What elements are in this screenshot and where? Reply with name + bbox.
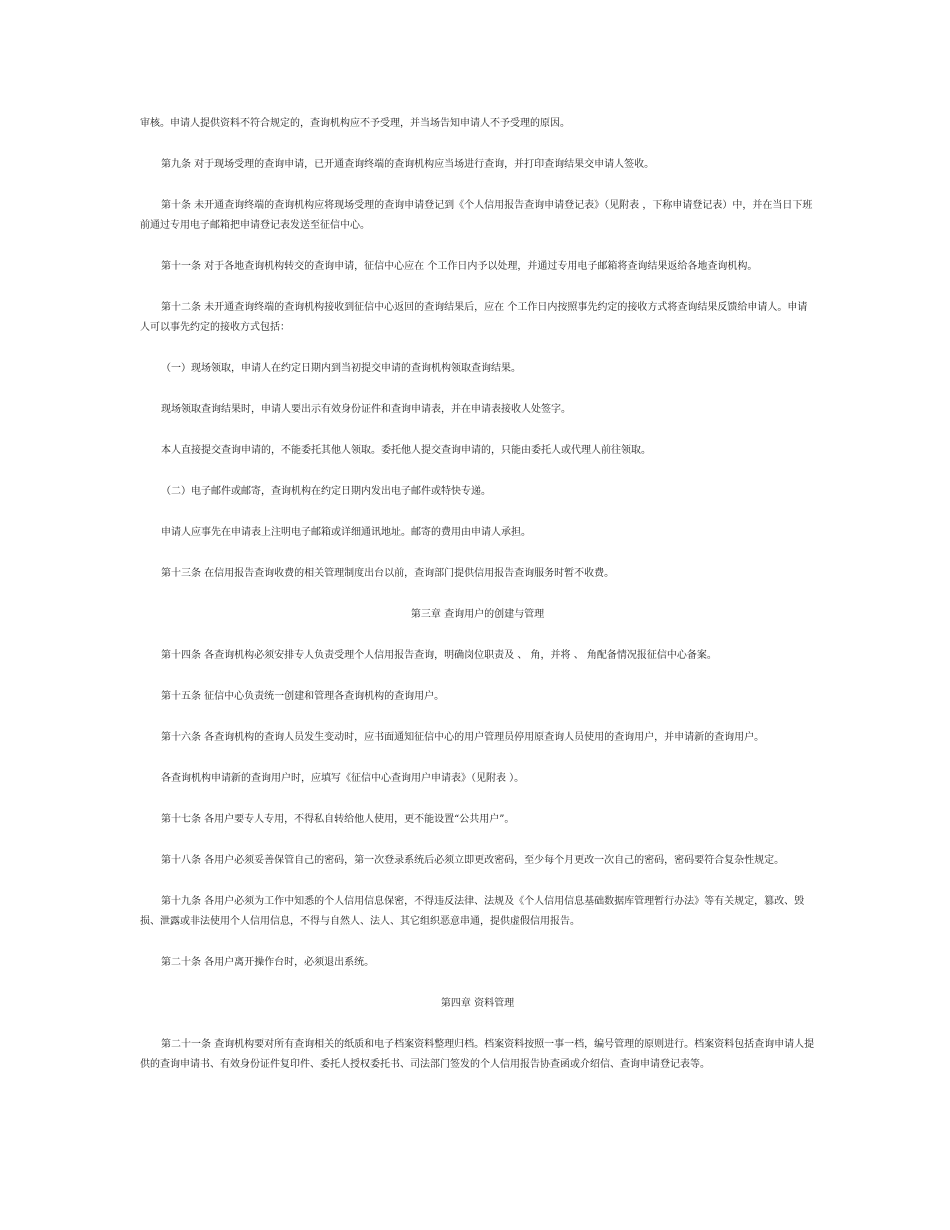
article-12: 第十二条 未开通查询终端的查询机构接收到征信中心返回的查询结果后，应在 个工作日内按照事先约定的接收方式将查询结果反馈给申请人。申请人可以事先约定的接收方式包括：: [140, 302, 808, 333]
article-21: 第二十一条 查询机构要对所有查询相关的纸质和电子档案资料整理归档。档案资料按照一事一档，编号管理的原则进行。档案资料包括查询申请人提供的查询申请书、有效身份证件复印件、委托人授权委托书、司法部门签发的个人信用报告协查函或介绍信、查询申请登记表等。: [140, 1039, 815, 1070]
article-14: 第十四条 各查询机构必须安排专人负责受理个人信用报告查询，明确岗位职责及 、 角，并将 、 角配备情况报征信中心备案。: [161, 650, 717, 661]
article-11: 第十一条 对于各地查询机构转交的查询申请，征信中心应在 个工作日内予以处理，并通过专用电子邮箱将查询结果返给各地查询机构。: [161, 261, 758, 272]
article-12-item-1-note-a: 现场领取查询结果时，申请人要出示有效身份证件和查询申请表，并在申请表接收人处签字。: [161, 404, 571, 415]
chapter-3-heading: 第三章 查询用户的创建与管理: [410, 609, 545, 620]
article-19: 第十九条 各用户必须为工作中知悉的个人信用信息保密，不得违反法律、法规及《个人信用信息基础数据库管理暂行办法》等有关规定，篡改、毁损、泄露或非法使用个人信用信息，不得与自然人、法人、其它组织恶意串通，提供虚假信用报告。: [140, 896, 805, 927]
article-12-item-1: （一）现场领取，申请人在约定日期内到当初提交申请的查询机构领取查询结果。: [161, 363, 521, 374]
article-12-item-2: （二）电子邮件或邮寄，查询机构在约定日期内发出电子邮件或特快专递。: [161, 486, 491, 497]
article-10: 第十条 未开通查询终端的查询机构应将现场受理的查询申请登记到《个人信用报告查询申请登记表》（见附表 ，下称申请登记表）中，并在当日下班前通过专用电子邮箱把申请登记表发送至征信中心。: [140, 200, 813, 231]
article-17: 第十七条 各用户要专人专用，不得私自转给他人使用，更不能设置“公共用户”。: [161, 814, 515, 825]
article-16-note: 各查询机构申请新的查询用户时，应填写《征信中心查询用户申请表》（见附表 ）。: [161, 773, 525, 784]
article-12-item-1-note-b: 本人直接提交查询申请的，不能委托其他人领取。委托他人提交查询申请的，只能由委托人或代理人前往领取。: [161, 445, 651, 456]
chapter-4-heading: 第四章 资料管理: [440, 998, 515, 1009]
paragraph-continuation: 审核。申请人提供资料不符合规定的，查询机构应不予受理，并当场告知申请人不予受理的原因。: [140, 118, 570, 129]
article-20: 第二十条 各用户离开操作台时，必须退出系统。: [161, 957, 375, 968]
article-18: 第十八条 各用户必须妥善保管自己的密码，第一次登录系统后必须立即更改密码，至少每个月更改一次自己的密码，密码要符合复杂性规定。: [161, 855, 785, 866]
article-12-item-2-note: 申请人应事先在申请表上注明电子邮箱或详细通讯地址。邮寄的费用由申请人承担。: [161, 527, 531, 538]
article-13: 第十三条 在信用报告查询收费的相关管理制度出台以前，查询部门提供信用报告查询服务时暂不收费。: [161, 568, 615, 579]
article-9: 第九条 对于现场受理的查询申请，已开通查询终端的查询机构应当场进行查询，并打印查询结果交申请人签收。: [161, 159, 655, 170]
document-page: [140, 114, 815, 1096]
article-16: 第十六条 各查询机构的查询人员发生变动时，应书面通知征信中心的用户管理员停用原查询人员使用的查询用户，并申请新的查询用户。: [161, 732, 765, 743]
article-15: 第十五条 征信中心负责统一创建和管理各查询机构的查询用户。: [161, 691, 445, 702]
